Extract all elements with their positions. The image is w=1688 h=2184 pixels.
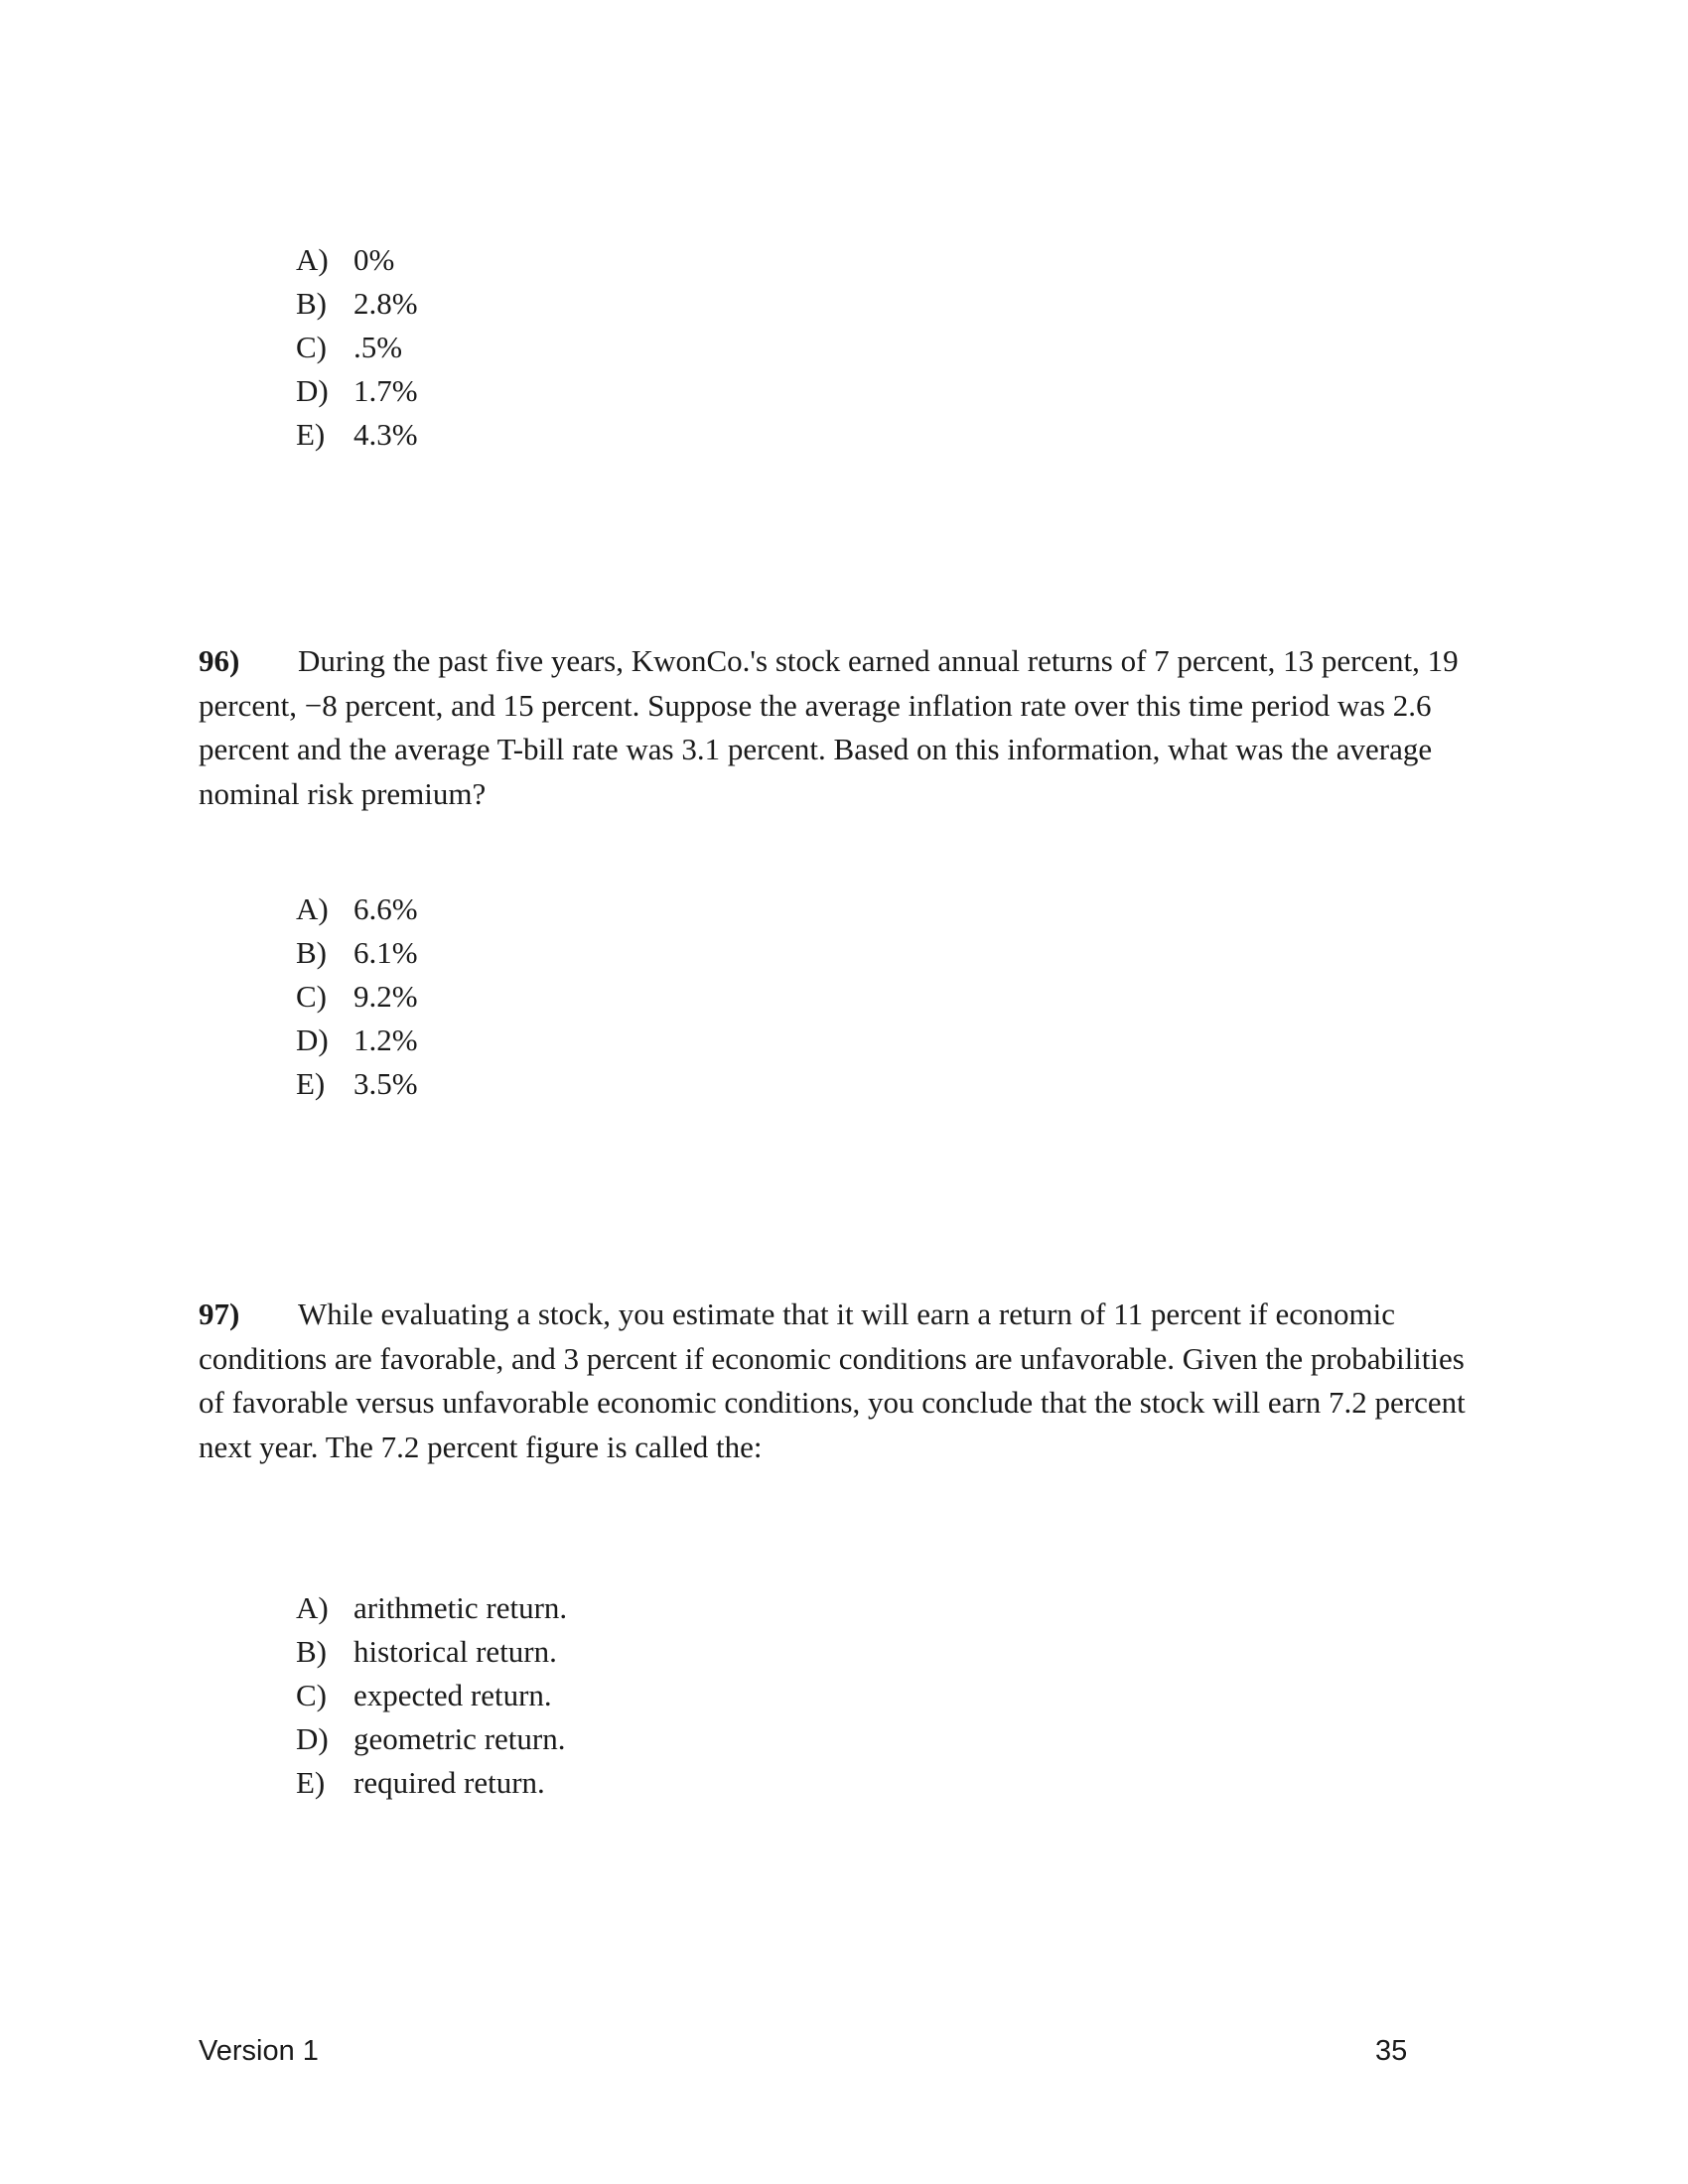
q96-option-d: D) 1.2% <box>296 1023 418 1057</box>
q96-option-c: C) 9.2% <box>296 979 418 1014</box>
q97-option-b: B) historical return. <box>296 1634 557 1669</box>
q96-stem <box>199 639 1489 816</box>
q97-text: While evaluating a stock, you estimate that it will earn a return of 11 percent if economic conditions are favorable, and 3 percent if economic conditions are unfavorable. Given the probabilities of favorable versus unfavorable economic conditions, you conclude that the stock will earn 7.2 percent next year. The 7.2 percent figure is called the: <box>199 1297 1466 1464</box>
q97-number: 97) <box>199 1297 240 1331</box>
q96-options <box>296 887 418 1106</box>
q96-text: During the past five years, KwonCo.'s stock earned annual returns of 7 percent, 13 percent, 19 percent, −8 percent, and 15 percent. Suppose the average inflation rate over this time period was 2.6 percent and the average T-bill rate was 3.1 percent. Based on this information, what was the average nominal risk premium? <box>199 643 1459 811</box>
q97-options <box>296 1586 567 1805</box>
q97-option-a: A) arithmetic return. <box>296 1590 568 1625</box>
q95-option-d: D) 1.7% <box>296 373 418 408</box>
footer-version: Version 1 <box>199 2035 319 2067</box>
q96-number: 96) <box>199 643 240 678</box>
q95-option-e: E) 4.3% <box>296 417 418 452</box>
q95-option-b: B) 2.8% <box>296 286 418 321</box>
q97-option-d: D) geometric return. <box>296 1721 566 1756</box>
page-number: 35 <box>1375 2035 1408 2067</box>
q97-option-c: C) expected return. <box>296 1678 552 1712</box>
q97-stem <box>199 1293 1489 1469</box>
q96-option-b: B) 6.1% <box>296 935 418 970</box>
q96-option-a: A) 6.6% <box>296 891 418 926</box>
q97-option-e: E) required return. <box>296 1765 545 1800</box>
q96-option-e: E) 3.5% <box>296 1066 418 1101</box>
q95-option-a: A) 0% <box>296 242 395 277</box>
q95-option-c: C) .5% <box>296 330 403 364</box>
q95-options <box>296 238 418 457</box>
